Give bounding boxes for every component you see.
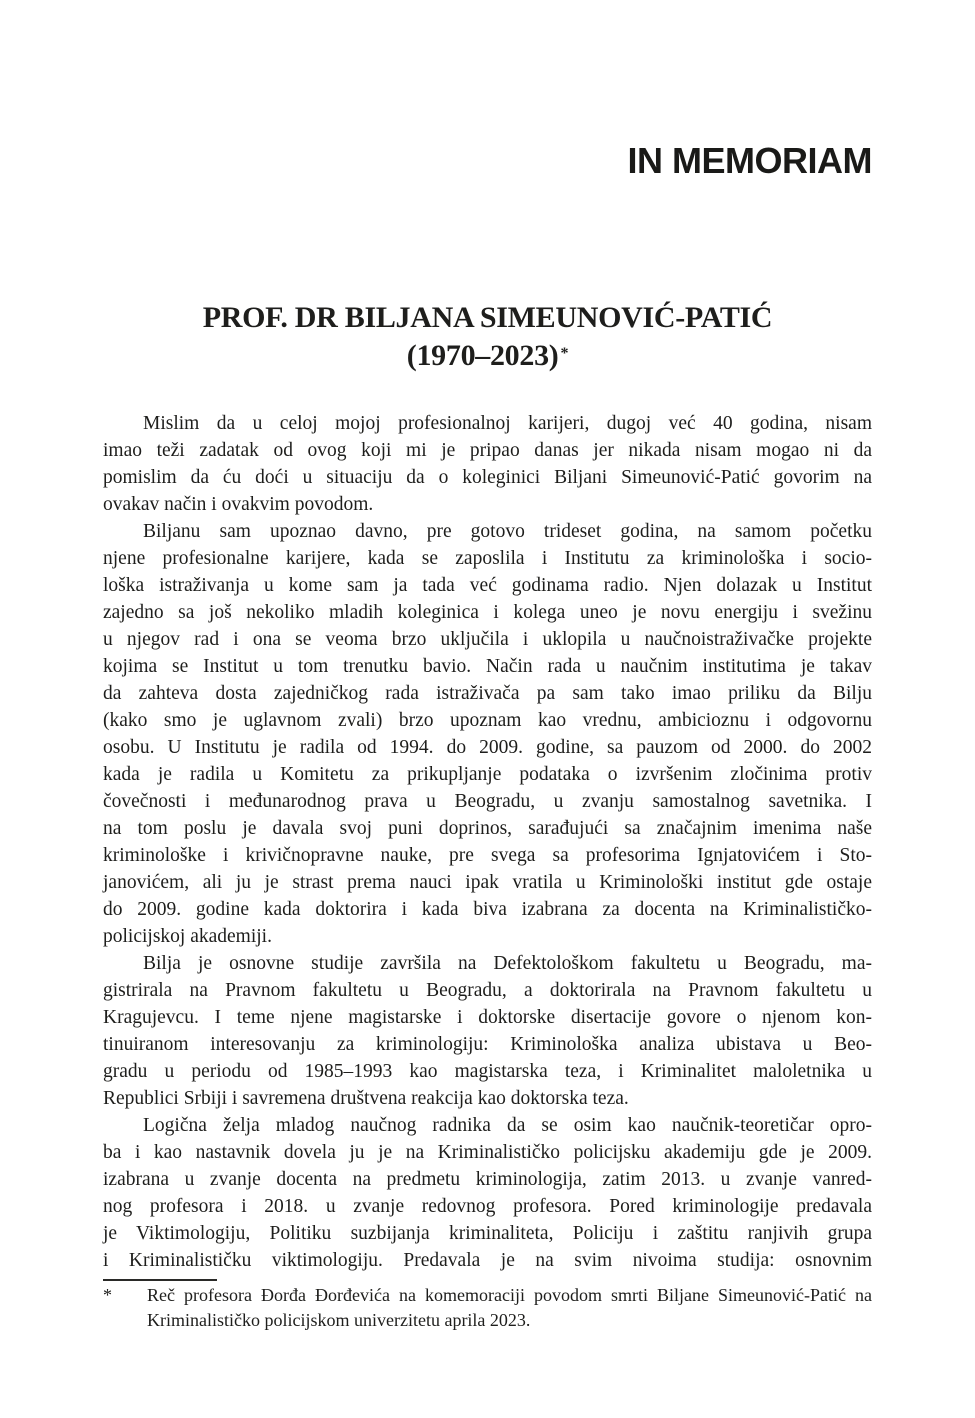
body-line: do 2009. godine kada doktorira i kada biva izabrana za docenta na Kriminalističko- — [103, 899, 872, 920]
body-paragraph — [103, 410, 872, 518]
body-line: policijskoj akademiji. — [103, 926, 272, 947]
body-line: na tom poslu je davala svoj puni doprinos, sarađujući sa značajnim imenima naše — [103, 818, 872, 839]
body-line: gistrirala na Pravnom fakultetu u Beogradu, a doktorirala na Pravnom fakultetu u — [103, 980, 872, 1001]
body-line: kada je radila u Komitetu za prikupljanje podataka o izvršenim zločinima protiv — [103, 764, 872, 785]
body-line: Republici Srbiji i savremena društvena reakcija kao doktorska teza. — [103, 1088, 629, 1109]
body-line: kriminološke i krivičnopravne nauke, pre svega sa profesorima Ignjatovićem i Sto- — [103, 845, 872, 866]
body-line: osobu. U Institutu je radila od 1994. do 2009. godine, sa pauzom od 2000. do 2002 — [103, 737, 872, 758]
body-line: Biljanu sam upoznao davno, pre gotovo trideset godina, na samom početku — [143, 521, 872, 542]
article-years-line — [103, 336, 872, 374]
section-header-in-memoriam: IN MEMORIAM — [627, 140, 872, 181]
body-line: gradu u periodu od 1985–1993 kao magistarska teza, i Kriminalitet maloletnika u — [103, 1061, 872, 1082]
footnote-text — [147, 1283, 872, 1333]
body-line: u njegov rad i ona se veoma brzo uključila i uklopila u naučnoistraživačke projekte — [103, 629, 872, 650]
footnote-reference-asterisk: * — [560, 345, 569, 362]
body-line: kojima se Institut u tom trenutku bavio. Način rada u naučnim institutima je takav — [103, 656, 872, 677]
body-line: i Kriminalističku viktimologiju. Predavala je na svim nivoima studija: osnovnim — [103, 1250, 872, 1271]
body-line: ba i kao nastavnik dovela ju je na Kriminalističko policijsku akademiju gde je 2009. — [103, 1142, 872, 1163]
body-line: janovićem, ali ju je strast prema nauci ipak vratila u Kriminološki institut gde ostaje — [103, 872, 872, 893]
body-line: čovečnosti i međunarodnog prava u Beogradu, u zvanju samostalnog savetnika. I — [103, 791, 872, 812]
article-body — [103, 410, 872, 1274]
article-years: (1970–2023) — [406, 339, 559, 372]
body-line: Logična želja mladog naučnog radnika da se osim kao naučnik-teoretičar opro- — [143, 1115, 872, 1136]
body-line: je Viktimologiju, Politiku suzbijanja kriminaliteta, Policiju i zaštitu ranjivih grupa — [103, 1223, 872, 1244]
body-line: pomislim da ću doći u situaciju da o koleginici Biljani Simeunović-Patić govorim na — [103, 467, 872, 488]
body-line: nog profesora i 2018. u zvanje redovnog profesora. Pored kriminologije predavala — [103, 1196, 872, 1217]
body-paragraph — [103, 950, 872, 1112]
body-line: (kako smo je uglavnom zvali) brzo upoznam kao vrednu, ambicioznu i odgovornu — [103, 710, 872, 731]
footnote — [103, 1283, 872, 1333]
footnote-line: Reč profesora Đorđa Đorđevića na komemoraciji povodom smrti Biljane Simeunović-Patić na — [147, 1285, 872, 1305]
body-line: loška istraživanja u kome sam ja tada već godinama radio. Njen dolazak u Institut — [103, 575, 872, 596]
footnote-marker: * — [103, 1285, 112, 1305]
footnote-line: Kriminalističko policijskom univerzitetu aprila 2023. — [147, 1310, 531, 1330]
body-line: zajedno sa još nekoliko mladih koleginica i kolega uneo je novu energiju i svežinu — [103, 602, 872, 623]
body-paragraph — [103, 518, 872, 950]
body-line: izabrana u zvanje docenta na predmetu kriminologija, zatim 2013. u zvanje vanred- — [103, 1169, 872, 1190]
body-line: Kragujevcu. I teme njene magistarske i doktorske disertacije govore o njenom kon- — [103, 1007, 872, 1028]
body-line: Bilja je osnovne studije završila na Defektološkom fakultetu u Beogradu, ma- — [143, 953, 872, 974]
footnote-divider-rule — [103, 1279, 217, 1281]
body-line: da zahteva dosta zajedničkog rada istraživača pa sam tako imao priliku da Bilju — [103, 683, 872, 704]
body-line: tinuiranom interesovanju za kriminologiju: Kriminološka analiza ubistava u Beo- — [103, 1034, 872, 1055]
title-block — [103, 300, 872, 374]
body-line: Mislim da u celoj mojoj profesionalnoj karijeri, dugoj već 40 godina, nisam — [143, 413, 872, 434]
article-title: PROF. DR BILJANA SIMEUNOVIĆ-PATIĆ — [202, 301, 773, 334]
body-line: imao teži zadatak od ovog koji mi je pripao danas jer nikada nisam mogao ni da — [103, 440, 872, 461]
body-line: njene profesionalne karijere, kada se zaposlila i Institutu za kriminološka i socio- — [103, 548, 872, 569]
body-line: ovakav način i ovakvim povodom. — [103, 494, 374, 515]
body-paragraph — [103, 1112, 872, 1274]
